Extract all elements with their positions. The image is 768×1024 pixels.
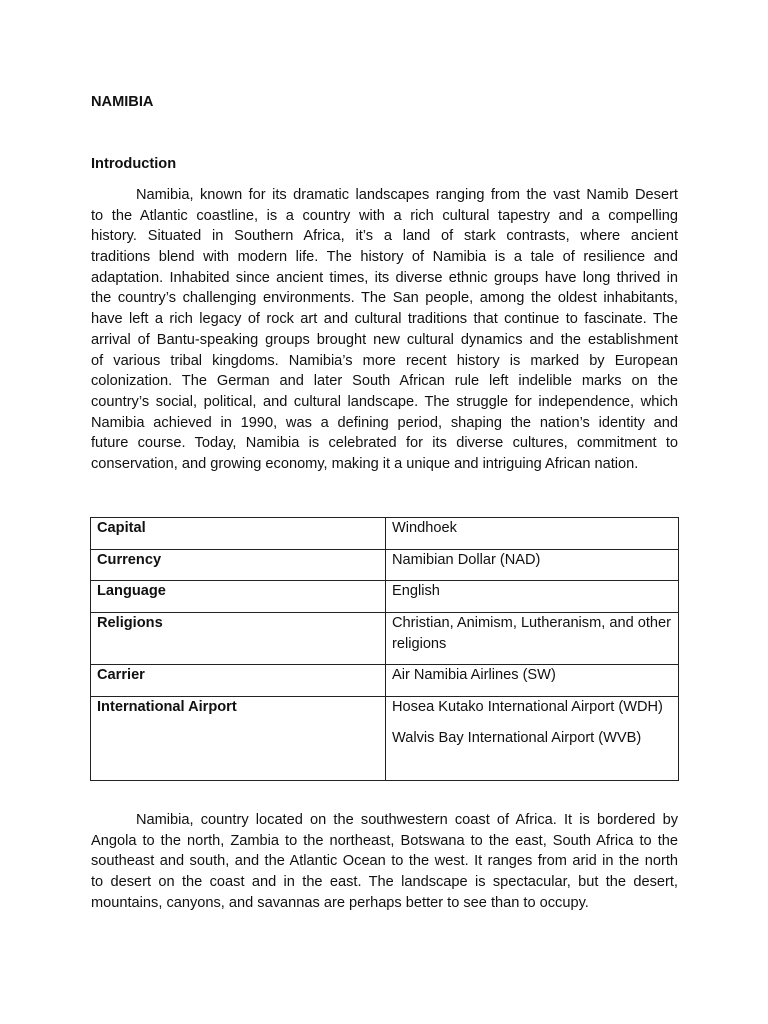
document-title: NAMIBIA xyxy=(91,94,154,110)
table-row xyxy=(91,550,679,581)
intro-heading: Introduction xyxy=(91,156,177,172)
text-line: Namibia, known for its dramatic landscapes ranging from the vast Namib Desert xyxy=(136,187,678,203)
text-line: colonization. The German and later South African rule left indelible marks on the xyxy=(91,373,678,390)
text-line: of various tribal kingdoms. Namibia’s more recent history is marked by European xyxy=(91,352,678,369)
text-line: have left a rich legacy of rock art and cultural traditions that continue to fascinate. The xyxy=(91,311,678,328)
table-row xyxy=(91,697,679,781)
table-value: Walvis Bay International Airport (WVB) xyxy=(392,730,642,746)
table-value: Hosea Kutako International Airport (WDH) xyxy=(392,699,663,715)
text-line: country’s social, political, and cultural landscape. The struggle for independence, which xyxy=(91,393,678,410)
text-line: traditions blend with modern life. The history of Namibia is a tale of resilience and xyxy=(91,249,678,266)
text-line: the country’s challenging environments. The San people, among the oldest inhabitants, xyxy=(91,290,678,307)
table-key: Currency xyxy=(91,550,386,581)
text-line: southeast and south, and the Atlantic Ocean to the west. It ranges from arid in the north xyxy=(91,853,678,870)
table-key: Capital xyxy=(91,518,386,550)
table-key: Religions xyxy=(91,613,386,665)
intro-paragraph xyxy=(91,185,678,475)
table-key: International Airport xyxy=(91,697,386,781)
table-value: Christian, Animism, Lutheranism, and other religions xyxy=(386,613,679,665)
table-value: Air Namibia Airlines (SW) xyxy=(386,665,679,697)
text-line: Namibia achieved in 1990, was a defining period, shaping the nation’s identity and xyxy=(91,414,678,431)
table-row xyxy=(91,665,679,697)
table-value: English xyxy=(386,581,679,613)
facts-table xyxy=(90,517,679,781)
table-row xyxy=(91,613,679,665)
table-value: Windhoek xyxy=(386,518,679,550)
table-key: Language xyxy=(91,581,386,613)
table-key: Carrier xyxy=(91,665,386,697)
text-line: conservation, and growing economy, making it a unique and intriguing African nation. xyxy=(91,455,639,472)
text-line: to desert on the coast and in the east. The landscape is spectacular, but the desert, xyxy=(91,874,678,891)
text-line: arrival of Bantu-speaking groups brought new cultural dynamics and the establishment xyxy=(91,331,678,348)
geography-paragraph xyxy=(91,810,678,913)
table-row xyxy=(91,518,679,550)
table-value-group xyxy=(386,697,679,781)
table-value: Namibian Dollar (NAD) xyxy=(386,550,679,581)
table-row xyxy=(91,581,679,613)
text-line: mountains, canyons, and savannas are perhaps better to see than to occupy. xyxy=(91,894,589,911)
text-line: Angola to the north, Zambia to the northeast, Botswana to the east, South Africa to the xyxy=(91,832,678,849)
text-line: future course. Today, Namibia is celebrated for its diverse cultures, commitment to xyxy=(91,435,678,452)
text-line: to the Atlantic coastline, is a country with a rich cultural tapestry and a compelling xyxy=(91,207,678,224)
text-line: Namibia, country located on the southwestern coast of Africa. It is bordered by xyxy=(136,812,678,828)
text-line: history. Situated in Southern Africa, it’s a land of stark contrasts, where ancient xyxy=(91,228,678,245)
text-line: adaptation. Inhabited since ancient times, its diverse ethnic groups have long thrived in xyxy=(91,269,678,286)
